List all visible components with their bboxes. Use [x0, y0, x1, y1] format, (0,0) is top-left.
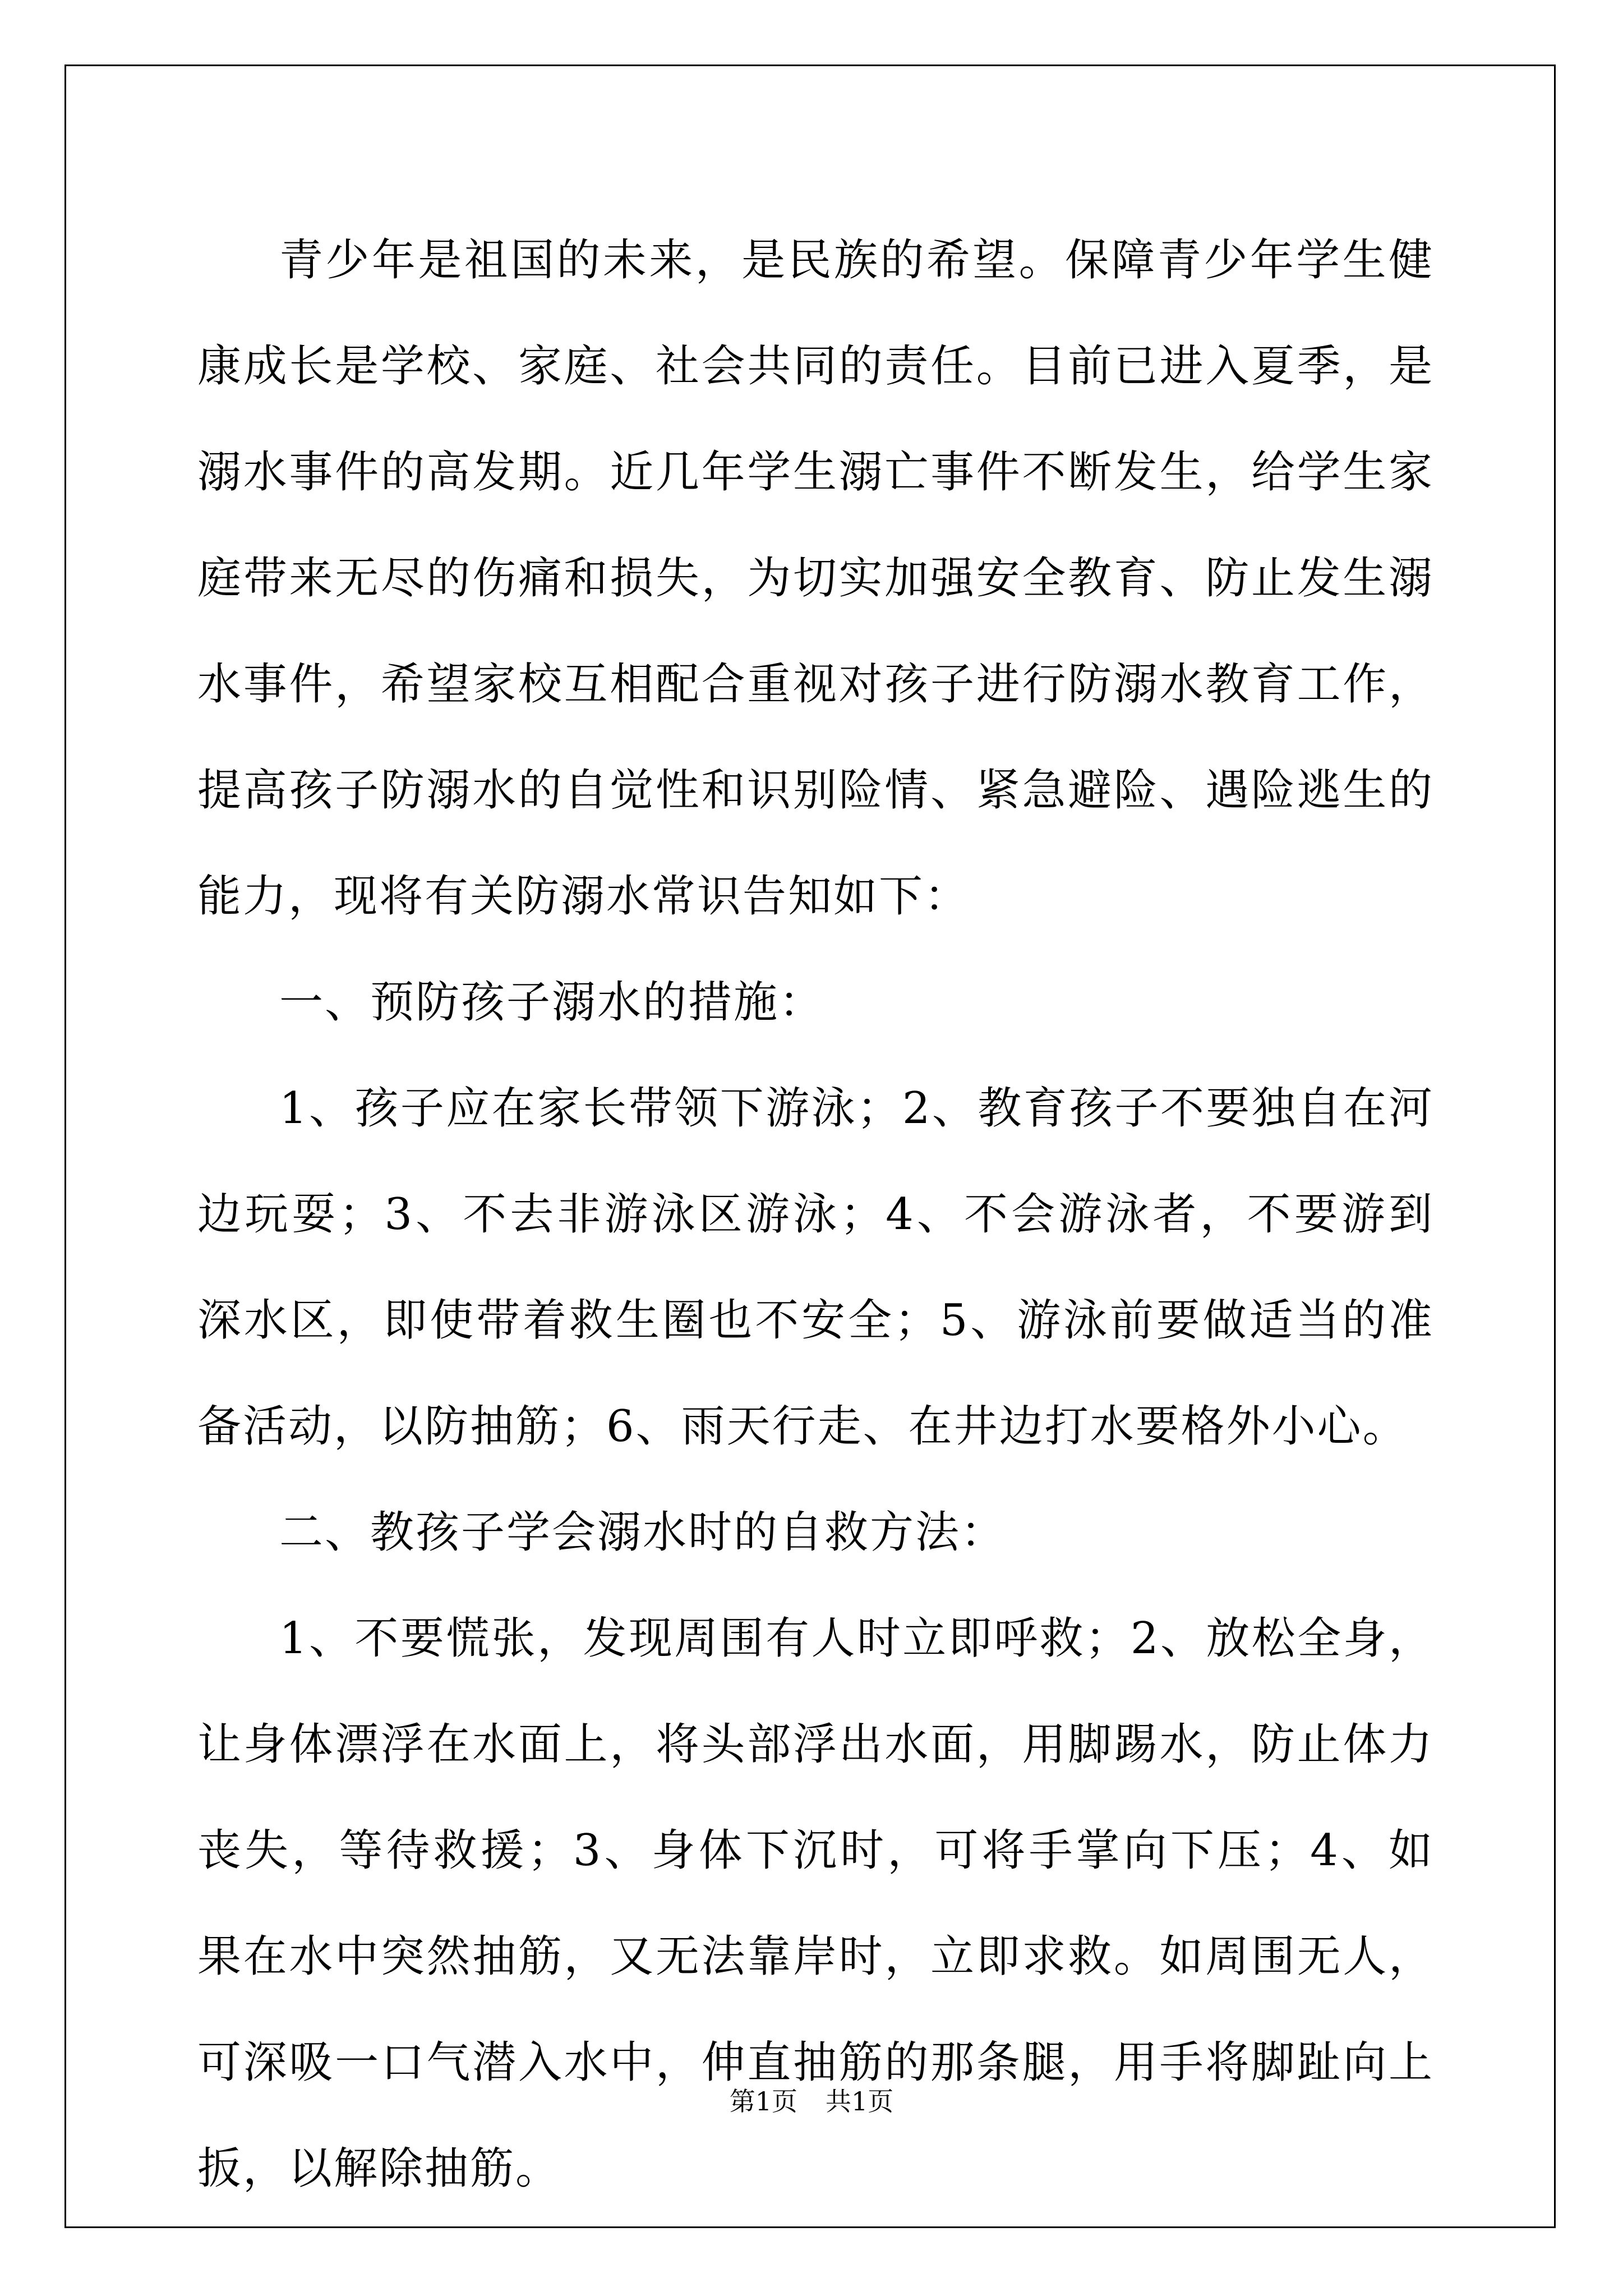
prevention-measures-paragraph: 1、孩子应在家长带领下游泳；2、教育孩子不要独自在河边玩耍；3、不去非游泳区游泳；4、不会游泳者，不要游到深水区，即使带着救生圈也不安全；5、游泳前要做适当的准备活动，以防抽筋；6、雨天行走、在井边打水要格外小心。: [197, 1083, 1434, 1452]
page-total: 共1页: [826, 2086, 894, 2116]
self-rescue-paragraph: 1、不要慌张，发现周围有人时立即呼救；2、放松全身，让身体漂浮在水面上，将头部浮出水面，用脚踢水，防止体力丧失，等待救援；3、身体下沉时，可将手掌向下压；4、如果在水中突然抽筋，又无法靠岸时，立即求救。如周围无人，可深吸一口气潜入水中，伸直抽筋的那条腿，用手将脚趾向上扳，以解除抽筋。: [197, 1613, 1434, 2194]
document-body: [197, 208, 1434, 2222]
section-heading-prevention: 一、预防孩子溺水的措施：: [279, 977, 825, 1028]
page-number: 第1页: [729, 2086, 797, 2116]
section-heading-self-rescue: 二、教孩子学会溺水时的自救方法：: [279, 1507, 1007, 1558]
page-footer: [0, 2081, 1623, 2118]
intro-paragraph: 青少年是祖国的未来，是民族的希望。保障青少年学生健康成长是学校、家庭、社会共同的责任。目前已进入夏季，是溺水事件的高发期。近几年学生溺亡事件不断发生，给学生家庭带来无尽的伤痛和损失，为切实加强安全教育、防止发生溺水事件，希望家校互相配合重视对孩子进行防溺水教育工作，提高孩子防溺水的自觉性和识别险情、紧急避险、遇险逃生的能力，现将有关防溺水常识告知如下：: [197, 235, 1434, 922]
